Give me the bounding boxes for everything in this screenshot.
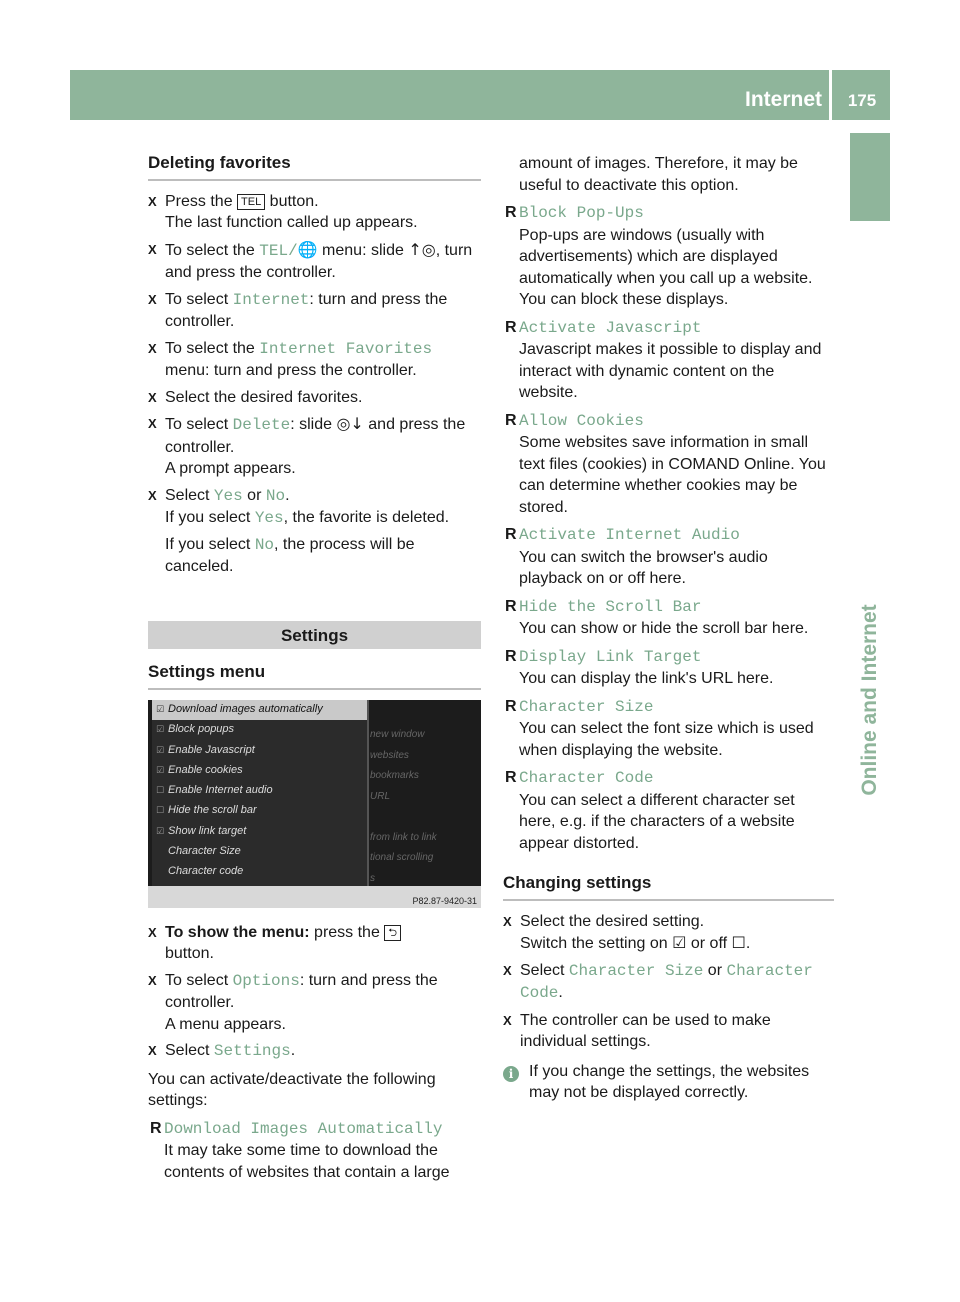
setting-bullet: R Activate Internet Audio You can switch the browser's audio playback on or off here. bbox=[505, 526, 768, 587]
menu-item[interactable]: ☑ Enable cookies bbox=[152, 760, 367, 780]
step: X Select Yes or No. If you select Yes, the favorite is deleted. If you select No, the process will be canceled. bbox=[148, 486, 450, 575]
heading-deleting-favorites: Deleting favorites bbox=[148, 152, 481, 181]
step: X The controller can be used to make individual settings. bbox=[503, 1011, 771, 1050]
step: X Select Settings. bbox=[148, 1042, 296, 1060]
arrow-icon: X bbox=[503, 962, 512, 978]
continued-text: amount of images. Therefore, it may be useful to deactivate this option. bbox=[519, 155, 798, 194]
step: X To show the menu: press the ⮌ button. bbox=[148, 922, 481, 965]
settings-screenshot bbox=[148, 700, 481, 908]
arrow-icon: X bbox=[148, 924, 157, 940]
menu-item[interactable]: Character code bbox=[168, 865, 244, 878]
checkbox-checked-icon: ☑ bbox=[155, 724, 165, 735]
page-number: 175 bbox=[847, 91, 877, 110]
bullet-icon: R bbox=[505, 647, 517, 665]
bullet-icon: R bbox=[505, 318, 517, 336]
settings-menu-list bbox=[152, 700, 369, 886]
step: X To select the Internet Favorites menu: turn and press the controller. bbox=[148, 339, 433, 379]
image-code: P82.87-9420-31 bbox=[148, 886, 481, 908]
bullet-icon: R bbox=[150, 1119, 162, 1137]
bg-text: URL bbox=[370, 790, 391, 802]
arrow-icon: X bbox=[503, 1012, 512, 1028]
bullet-icon: R bbox=[505, 769, 517, 786]
bg-text: s bbox=[370, 872, 375, 884]
setting-bullet: R Activate Javascript Javascript makes it possible to display and interact with dynamic content on the website. bbox=[505, 318, 822, 401]
step: X Select the desired favorites. bbox=[148, 387, 481, 409]
checkbox-icon: ☐ bbox=[155, 805, 165, 816]
menu-item[interactable]: ☑ Show link target bbox=[152, 821, 367, 841]
setting-bullet: R Block Pop-Ups Pop-ups are windows (usually with advertisements) which are displayed automatically when you call up a website. You can block these displays. bbox=[505, 204, 813, 308]
step: X Press the TEL button. The last function called up appears. bbox=[148, 192, 418, 231]
checkbox-icon: ☐ bbox=[155, 785, 165, 796]
setting-bullet: R Display Link Target You can display the link's URL here. bbox=[505, 647, 774, 687]
step: X To select Internet: turn and press the controller. bbox=[148, 290, 448, 330]
menu-item[interactable]: ☑ Block popups bbox=[152, 720, 367, 740]
side-tab bbox=[850, 133, 890, 221]
arrow-icon: X bbox=[503, 913, 512, 929]
section-band-settings: Settings bbox=[148, 621, 481, 650]
heading-changing-settings: Changing settings bbox=[503, 872, 834, 901]
setting-bullet: R Allow Cookies Some websites save information in small text files (cookies) in COMAND Online. You can determine whether cookies may be stored. bbox=[505, 411, 826, 516]
arrow-icon: X bbox=[148, 241, 157, 257]
bullet-icon: R bbox=[505, 526, 517, 543]
arrow-icon: X bbox=[148, 972, 157, 988]
arrow-icon: X bbox=[148, 487, 157, 503]
bullet-icon: R bbox=[505, 411, 517, 429]
right-column bbox=[503, 153, 834, 1109]
checkbox-icon: ☐ bbox=[731, 933, 746, 952]
back-button-icon: ⮌ bbox=[384, 925, 401, 941]
menu-item[interactable]: ☑ Enable Javascript bbox=[152, 740, 367, 760]
step: X To select Options: turn and press the controller. A menu appears. bbox=[148, 971, 438, 1033]
menu-item[interactable]: ☑ Download images automatically bbox=[152, 700, 367, 720]
menu-item[interactable]: ☐ Hide the scroll bar bbox=[152, 801, 367, 821]
step: X Select Character Size or Character Code. bbox=[503, 961, 813, 1002]
arrow-icon: X bbox=[148, 291, 157, 307]
step: X To select Delete: slide ◎↓ and press the controller. A prompt appears. bbox=[148, 414, 466, 477]
setting-bullet: R Hide the Scroll Bar You can show or hide the scroll bar here. bbox=[505, 597, 809, 637]
bg-text: bookmarks bbox=[370, 769, 419, 781]
bg-text: new window bbox=[370, 728, 425, 740]
bg-text: websites bbox=[370, 749, 409, 761]
step: X Select the desired setting. Switch the setting on ☑ or off ☐. bbox=[503, 912, 751, 952]
checkbox-checked-icon: ☑ bbox=[155, 744, 165, 755]
side-tab-label: Online and Internet bbox=[858, 604, 881, 796]
info-icon: i bbox=[503, 1066, 519, 1082]
menu-item[interactable]: ☐ Enable Internet audio bbox=[152, 781, 367, 801]
setting-bullet: R Download Images Automatically It may take some time to download the contents of websites that contain a large bbox=[150, 1119, 450, 1181]
menu-item[interactable]: Character Size bbox=[168, 844, 241, 857]
header-divider bbox=[829, 70, 832, 120]
arrow-icon: X bbox=[148, 340, 157, 356]
tel-button-icon: TEL bbox=[237, 194, 265, 210]
checkbox-checked-icon: ☑ bbox=[672, 933, 687, 952]
checkbox-checked-icon: ☑ bbox=[155, 825, 165, 836]
setting-bullet: R Character Size You can select the font size which is used when displaying the website. bbox=[505, 697, 814, 759]
page-section-title: Internet bbox=[744, 88, 822, 111]
heading-settings-menu: Settings menu bbox=[148, 661, 481, 690]
left-column bbox=[148, 152, 481, 1189]
arrow-icon: X bbox=[148, 1043, 157, 1058]
checkbox-checked-icon: ☑ bbox=[155, 764, 165, 775]
note: i If you change the settings, the websites may not be displayed correctly. bbox=[503, 1061, 834, 1104]
bg-text: tional scrolling bbox=[370, 851, 434, 863]
intro-text: You can activate/deactivate the following settings: bbox=[148, 1070, 436, 1109]
controller-slide-icon: ◎↓ bbox=[336, 414, 364, 433]
setting-bullet: R Character Code You can select a different character set here, e.g. if the characters of a website appear distorted. bbox=[505, 769, 795, 852]
globe-icon: 🌐 bbox=[297, 239, 318, 259]
bg-text: from link to link bbox=[370, 831, 437, 843]
arrow-icon: X bbox=[148, 193, 157, 209]
bullet-icon: R bbox=[505, 204, 517, 221]
bullet-icon: R bbox=[505, 597, 517, 615]
arrow-icon: X bbox=[148, 389, 157, 405]
checkbox-checked-icon: ☑ bbox=[155, 703, 165, 714]
controller-slide-icon: ↑◎ bbox=[408, 239, 436, 259]
arrow-icon: X bbox=[148, 416, 157, 431]
step: X To select the TEL/🌐 menu: slide ↑◎, turn and press the controller. bbox=[148, 239, 473, 281]
bullet-icon: R bbox=[505, 697, 517, 715]
